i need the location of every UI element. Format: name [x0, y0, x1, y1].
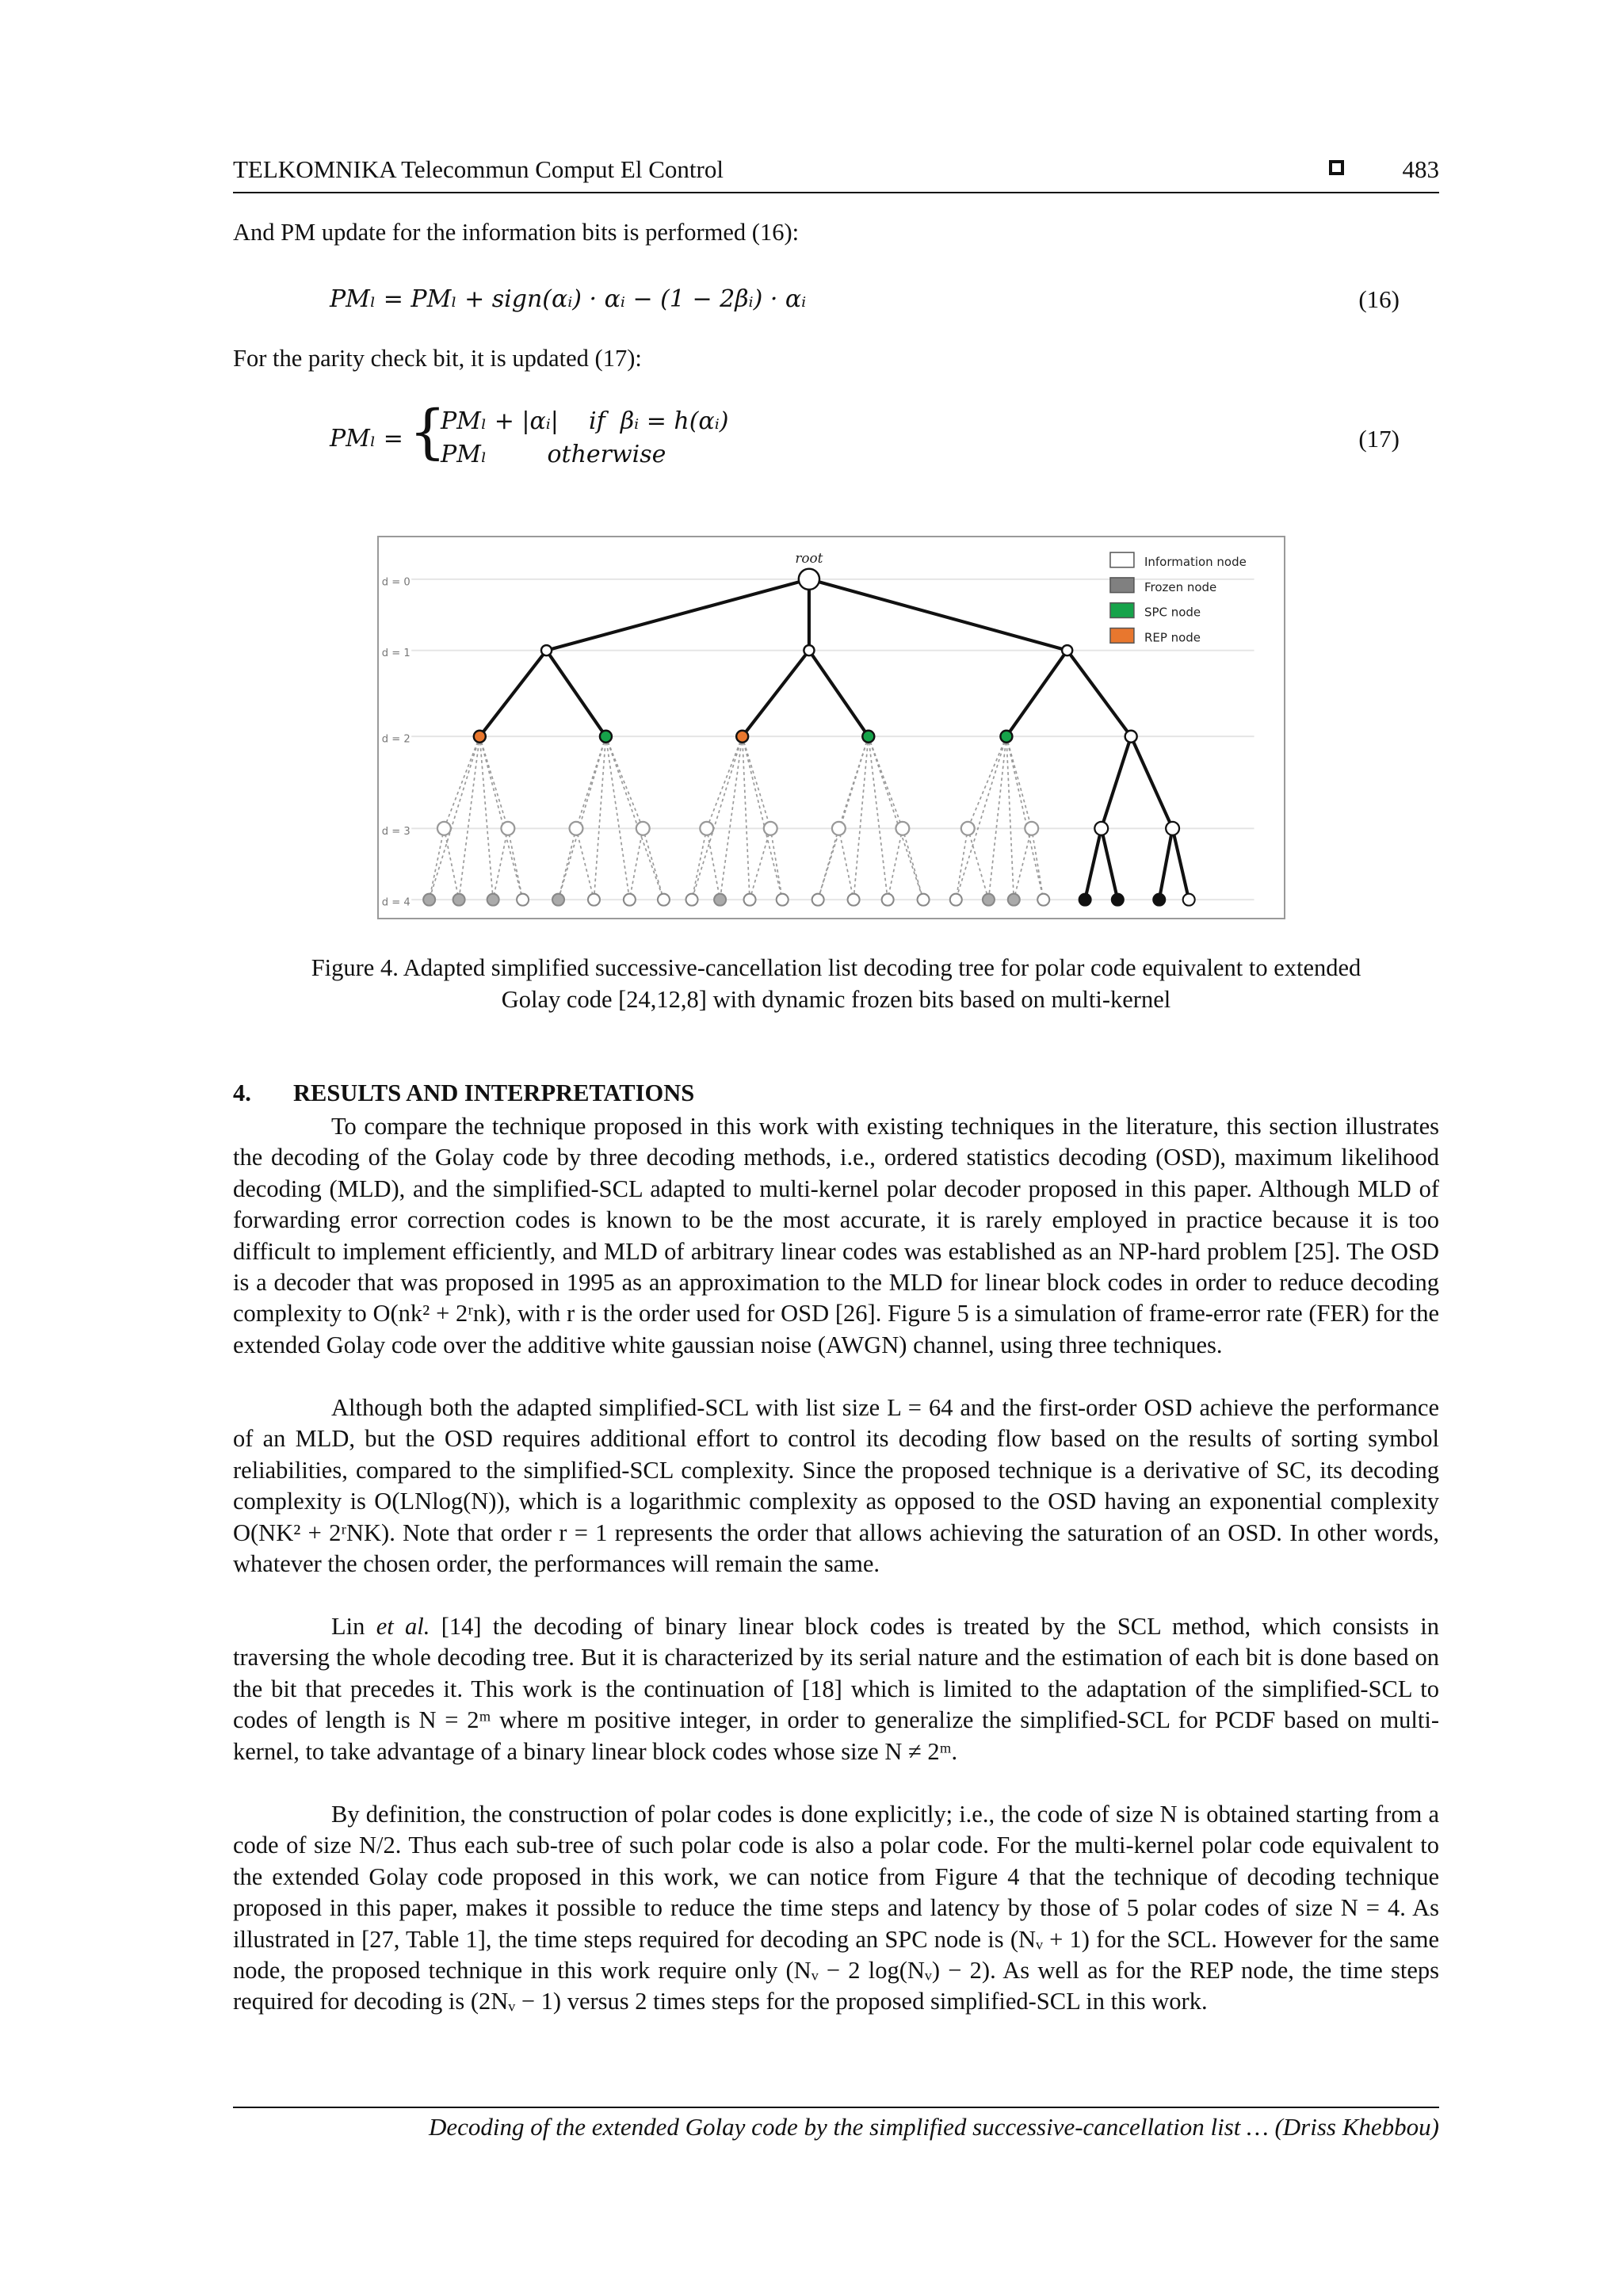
rep-node — [736, 731, 748, 743]
frozen-node — [423, 894, 435, 906]
tree-edge — [888, 828, 903, 900]
tree-edge — [956, 828, 968, 900]
tree-edge — [605, 736, 643, 828]
tree-edge — [459, 736, 479, 900]
tree-edge — [559, 828, 576, 900]
tree-edge — [809, 651, 869, 737]
root-label: root — [795, 550, 823, 567]
equation-16-expression: PMₗ = PMₗ + sign(αᵢ) · αᵢ − (1 − 2βᵢ) · αᵢ — [330, 285, 807, 313]
frozen-node — [1008, 894, 1020, 906]
tree-edge — [605, 736, 629, 900]
information-node — [700, 822, 713, 835]
tree-edge — [809, 579, 1067, 651]
equation-17-lhs: PMₗ = — [330, 425, 403, 453]
tree-edge — [1006, 736, 1044, 900]
tree-edge — [493, 828, 508, 900]
information-node — [777, 894, 789, 906]
depth-label: d = 2 — [381, 733, 411, 746]
equation-17-case1: PMₗ + |αᵢ| if βᵢ = h(αᵢ) — [441, 407, 729, 435]
tree-edge — [444, 828, 459, 900]
page-number: 483 — [1402, 155, 1439, 183]
figure-caption-line-2: Golay code [24,12,8] with dynamic frozen bits based on multi-kernel — [501, 986, 1171, 1013]
tree-edge — [547, 579, 809, 651]
information-node — [832, 822, 846, 835]
tree-edge — [559, 736, 606, 900]
information-node — [658, 894, 670, 906]
information-node — [588, 894, 600, 906]
information-node — [1125, 731, 1137, 743]
information-node — [812, 894, 824, 906]
tree-edge — [1159, 828, 1173, 900]
tree-edge — [1102, 828, 1118, 900]
equation-17 — [233, 398, 1439, 474]
section-number: 4. — [233, 1079, 251, 1106]
information-node — [896, 822, 909, 835]
legend-label: Frozen node — [1144, 579, 1217, 594]
decoding-tree-diagram — [379, 537, 1284, 918]
tree-edge — [547, 651, 606, 737]
tree-edge — [707, 828, 720, 900]
section-heading — [233, 1079, 694, 1107]
pm-update-text: And PM update for the information bits is performed (16): — [233, 219, 800, 246]
tree-edge — [750, 828, 770, 900]
paragraph-3-body: [14] the decoding of binary linear block codes is treated by the SCL method, which consists in traversing the whole decoding tree. But it is characterized by its serial nature and the estimation of each bit is done based on the bit that precedes it. This work is the continuation of [18] which is limited to the adaptation of the simplified-SCL to codes of length is N = 2ᵐ where m positive integer, in order to generalize the simplified-SCL for PCDF based on multi-kernel, to take advantage of a binary linear block codes whose size N ≠ 2ᵐ. — [233, 1613, 1439, 1765]
information-node — [517, 894, 529, 906]
tree-edge — [743, 736, 771, 828]
paragraph-3-author: Lin — [331, 1613, 376, 1640]
parity-update-text: For the parity check bit, it is updated (17): — [233, 345, 642, 372]
paragraph-2: Although both the adapted simplified-SCL with list size L = 64 and the first-order OSD achieve the performance of an MLD, but the OSD requires additional effort to control its decoding flow based on the results of sorting symbol reliabilities, compared to the simplified-SCL complexity. Since the proposed technique is a derivative of SC, its decoding complexity is O(LNlog(N)), which is a logarithmic complexity as opposed to the OSD having an exponential complexity O(NK² + 2ʳNK). Note that order r = 1 represents the order that allows achieving the saturation of an OSD. In other words, whatever the chosen order, the performances will remain the same. — [233, 1394, 1439, 1578]
legend-swatch — [1110, 628, 1134, 644]
tree-edge — [594, 736, 605, 900]
information-node — [541, 645, 552, 655]
tree-edge — [743, 651, 809, 737]
journal-title: TELKOMNIKA Telecommun Comput El Control — [233, 155, 724, 183]
legend-label: Information node — [1144, 554, 1247, 569]
tree-edge — [605, 736, 663, 900]
depth-label: d = 4 — [381, 896, 411, 909]
equation-16-number: (16) — [1358, 285, 1400, 313]
rep-node — [474, 731, 486, 743]
information-node — [437, 822, 451, 835]
running-footer: Decoding of the extended Golay code by the simplified successive-cancellation list … (Driss Khebbou) — [233, 2107, 1439, 2141]
depth-label: d = 1 — [381, 648, 411, 660]
root-node — [799, 569, 819, 590]
paragraph-4: By definition, the construction of polar codes is done explicitly; i.e., the code of size N is obtained starting from a code of size N/2. Thus each sub-tree of such polar code is also a polar code. For the multi-kernel polar code equivalent to the extended Golay code proposed in this work, we can notice from Figure 4 that the technique of decoding technique proposed in this paper, makes it possible to reduce the time steps and latency by those of 5 polar codes of size N = 4. As illustrated in [27, Table 1], the time steps required for decoding an SPC node is (Nᵥ + 1) for the SCL. However for the same node, the proposed technique in this work require only (Nᵥ − 2 log(Nᵥ) − 2). As well as for the REP node, the time steps required for decoding is (2Nᵥ − 1) versus 2 times steps for the proposed simplified-SCL in this work. — [233, 1801, 1439, 2015]
legend-swatch — [1110, 578, 1134, 593]
figure-4-decoding-tree — [377, 536, 1285, 919]
information-node — [1166, 822, 1179, 835]
legend-label: REP node — [1144, 630, 1201, 645]
legend-label: SPC node — [1144, 605, 1201, 620]
tree-edge — [629, 828, 643, 900]
information-node — [961, 822, 975, 835]
information-node — [744, 894, 756, 906]
frozen-node — [1079, 894, 1091, 906]
tree-edge — [479, 651, 546, 737]
spc-node — [600, 731, 612, 743]
tree-edge — [1067, 651, 1132, 737]
information-node — [1094, 822, 1108, 835]
tree-edge — [968, 828, 988, 900]
tree-edge — [1085, 828, 1102, 900]
information-node — [848, 894, 860, 906]
tree-edge — [720, 736, 743, 900]
information-node — [882, 894, 894, 906]
frozen-node — [983, 894, 995, 906]
paragraph-3 — [233, 1611, 1439, 1767]
tree-edge — [968, 736, 1006, 828]
tree-edge — [692, 828, 707, 900]
depth-label: d = 0 — [381, 576, 411, 589]
spc-node — [862, 731, 874, 743]
paragraph-3-etal: et al. — [376, 1613, 430, 1640]
information-node — [764, 822, 777, 835]
legend-swatch — [1110, 603, 1134, 618]
equation-16 — [233, 285, 1439, 317]
information-node — [918, 894, 930, 906]
information-node — [501, 822, 514, 835]
paragraph-1: To compare the technique proposed in this work with existing techniques in the literature, this section illustrates the decoding of the Golay code by three decoding methods, i.e., ordered statistics decoding (OSD), maximum likelihood decoding (MLD), and the simplified-SCL adapted to multi-kernel polar decoder proposed in this paper. Although MLD of forwarding error correction codes is known to be the most accurate, it is rarely employed in practice because it is too difficult to implement efficiently, and MLD of arbitrary linear codes was established as an NP-hard problem [25]. The OSD is a decoder that was proposed in 1995 as an approximation to the MLD for linear block codes in order to reduce decoding complexity to O(nk² + 2ʳnk), with r is the order used for OSD [26]. Figure 5 is a simulation of frame-error rate (FER) for the extended Golay code over the additive white gaussian noise (AWGN) channel, using three techniques. — [233, 1113, 1439, 1358]
tree-edge — [818, 828, 838, 900]
frozen-node — [1153, 894, 1165, 906]
information-node — [686, 894, 698, 906]
tree-edge — [692, 736, 743, 900]
tree-edge — [838, 828, 854, 900]
information-node — [1025, 822, 1038, 835]
figure-caption-line-1: Figure 4. Adapted simplified successive-cancellation list decoding tree for polar code equivalent to extended — [311, 954, 1361, 981]
information-node — [1183, 894, 1195, 906]
tree-edge — [508, 828, 523, 900]
legend-swatch — [1110, 552, 1134, 567]
frozen-node — [453, 894, 465, 906]
figure-4-caption — [233, 952, 1439, 1015]
information-node — [1037, 894, 1049, 906]
running-header — [233, 155, 1439, 193]
tree-edge — [1014, 828, 1031, 900]
square-bullet-icon — [1329, 160, 1344, 175]
information-node — [1062, 645, 1072, 655]
tree-edge — [479, 736, 522, 900]
tree-edge — [1102, 736, 1131, 828]
tree-edge — [988, 736, 1006, 900]
tree-edge — [707, 736, 743, 828]
tree-edge — [576, 828, 594, 900]
frozen-node — [1112, 894, 1124, 906]
information-node — [624, 894, 636, 906]
tree-edge — [770, 828, 782, 900]
tree-edge — [1131, 736, 1172, 828]
information-node — [950, 894, 962, 906]
equation-17-brace: { — [409, 398, 447, 466]
equation-17-number: (17) — [1358, 425, 1400, 453]
tree-edge — [818, 736, 869, 900]
depth-label: d = 3 — [381, 825, 411, 838]
tree-edge — [430, 828, 445, 900]
tree-edge — [1173, 828, 1190, 900]
frozen-node — [552, 894, 564, 906]
tree-edge — [1006, 651, 1067, 737]
information-node — [804, 645, 814, 655]
spc-node — [1000, 731, 1012, 743]
frozen-node — [714, 894, 726, 906]
tree-edge — [444, 736, 479, 828]
information-node — [636, 822, 650, 835]
equation-17-case2: PMₗ otherwise — [441, 441, 666, 468]
tree-edge — [869, 736, 923, 900]
section-title: RESULTS AND INTERPRETATIONS — [293, 1079, 695, 1106]
frozen-node — [487, 894, 499, 906]
information-node — [570, 822, 583, 835]
